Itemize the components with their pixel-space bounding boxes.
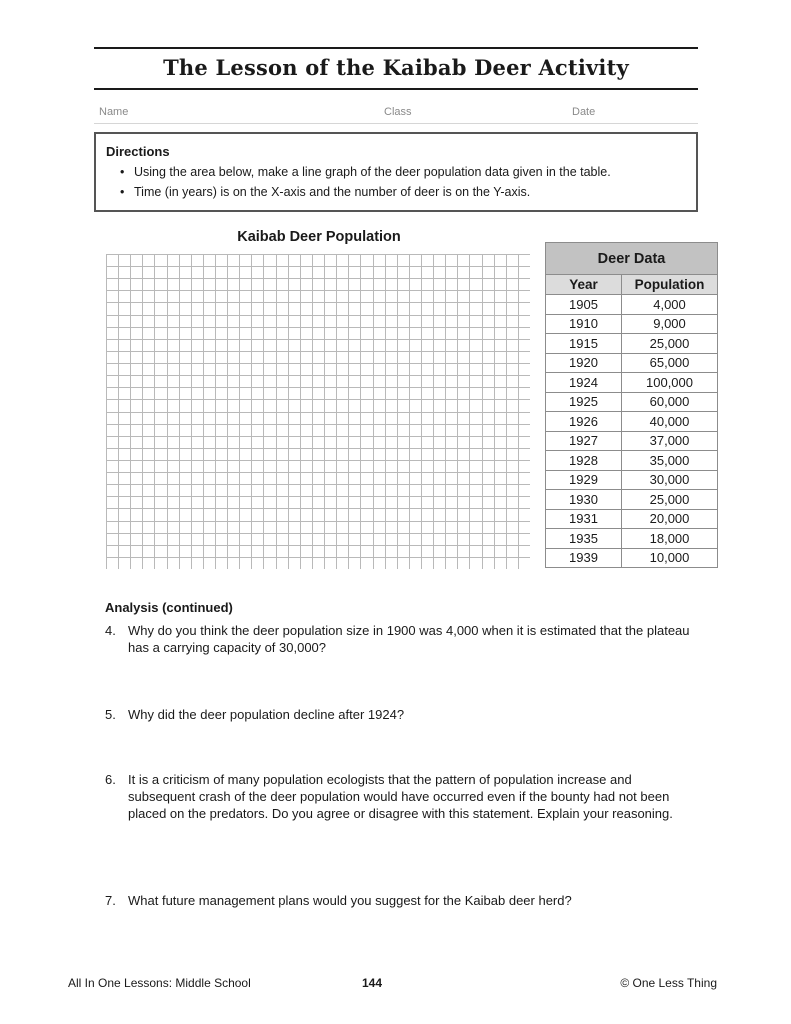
year-cell: 1905 xyxy=(546,295,622,315)
graph-grid xyxy=(106,254,530,569)
table-row xyxy=(546,529,718,549)
question-text-line: What future management plans would you suggest for the Kaibab deer herd? xyxy=(128,893,572,908)
year-cell: 1928 xyxy=(546,451,622,471)
question-5 xyxy=(105,706,404,723)
top-rule xyxy=(94,47,698,49)
year-cell: 1931 xyxy=(546,509,622,529)
date-label: Date xyxy=(572,106,596,118)
bullet-icon: • xyxy=(120,185,125,199)
year-cell: 1915 xyxy=(546,334,622,354)
year-cell: 1939 xyxy=(546,548,622,568)
deer-data-table xyxy=(545,242,718,568)
question-7 xyxy=(105,892,572,909)
graph-title: Kaibab Deer Population xyxy=(237,229,401,245)
footer-left: All In One Lessons: Middle School xyxy=(68,976,251,990)
question-text-line: subsequent crash of the deer population would have occurred even if the bounty had not been xyxy=(128,789,670,804)
directions-item: • Time (in years) is on the X-axis and the number of deer is on the Y-axis. xyxy=(120,185,531,199)
question-text-line: It is a criticism of many population ecologists that the pattern of population increase and xyxy=(128,772,632,787)
population-cell: 9,000 xyxy=(622,314,718,334)
population-cell: 40,000 xyxy=(622,412,718,432)
table-row xyxy=(546,451,718,471)
table-caption: Deer Data xyxy=(546,243,718,275)
table-row xyxy=(546,334,718,354)
table-row xyxy=(546,392,718,412)
year-cell: 1929 xyxy=(546,470,622,490)
population-cell: 60,000 xyxy=(622,392,718,412)
bullet-icon: • xyxy=(120,165,125,179)
year-cell: 1930 xyxy=(546,490,622,510)
directions-heading: Directions xyxy=(106,144,170,159)
name-class-date-line xyxy=(94,104,698,124)
directions-item: • Using the area below, make a line graph of the deer population data given in the table. xyxy=(120,165,611,179)
footer-copyright: © One Less Thing xyxy=(620,976,717,990)
table-row xyxy=(546,314,718,334)
directions-box xyxy=(94,132,698,212)
year-cell: 1924 xyxy=(546,373,622,393)
question-number: 6. xyxy=(105,772,116,787)
analysis-heading: Analysis (continued) xyxy=(105,600,233,615)
year-cell: 1910 xyxy=(546,314,622,334)
class-label: Class xyxy=(384,106,412,118)
table-row xyxy=(546,431,718,451)
name-label: Name xyxy=(99,106,129,118)
table-row xyxy=(546,548,718,568)
population-cell: 100,000 xyxy=(622,373,718,393)
title-underline xyxy=(94,88,698,90)
table-row xyxy=(546,490,718,510)
column-header-year: Year xyxy=(546,275,622,295)
table-row xyxy=(546,373,718,393)
population-cell: 35,000 xyxy=(622,451,718,471)
population-cell: 25,000 xyxy=(622,490,718,510)
population-cell: 18,000 xyxy=(622,529,718,549)
table-row xyxy=(546,509,718,529)
year-cell: 1927 xyxy=(546,431,622,451)
table-row xyxy=(546,353,718,373)
year-cell: 1920 xyxy=(546,353,622,373)
page-title: The Lesson of the Kaibab Deer Activity xyxy=(163,55,629,80)
population-cell: 65,000 xyxy=(622,353,718,373)
population-cell: 25,000 xyxy=(622,334,718,354)
question-6 xyxy=(105,771,673,822)
population-cell: 37,000 xyxy=(622,431,718,451)
table-row xyxy=(546,470,718,490)
question-text-line: Why do you think the deer population size in 1900 was 4,000 when it is estimated that the plateau xyxy=(128,623,690,638)
question-text-line: Why did the deer population decline after 1924? xyxy=(128,707,405,722)
table-row xyxy=(546,412,718,432)
question-text-line: has a carrying capacity of 30,000? xyxy=(128,640,327,655)
table-row xyxy=(546,295,718,315)
year-cell: 1926 xyxy=(546,412,622,432)
population-cell: 10,000 xyxy=(622,548,718,568)
column-header-population: Population xyxy=(622,275,718,295)
question-number: 4. xyxy=(105,623,116,638)
population-cell: 4,000 xyxy=(622,295,718,315)
question-number: 5. xyxy=(105,707,116,722)
question-4 xyxy=(105,622,690,656)
page-number: 144 xyxy=(361,976,383,990)
population-cell: 20,000 xyxy=(622,509,718,529)
population-cell: 30,000 xyxy=(622,470,718,490)
question-number: 7. xyxy=(105,893,116,908)
year-cell: 1935 xyxy=(546,529,622,549)
year-cell: 1925 xyxy=(546,392,622,412)
question-text-line: placed on the predators. Do you agree or disagree with this statement. Explain your reasoning. xyxy=(128,806,673,821)
